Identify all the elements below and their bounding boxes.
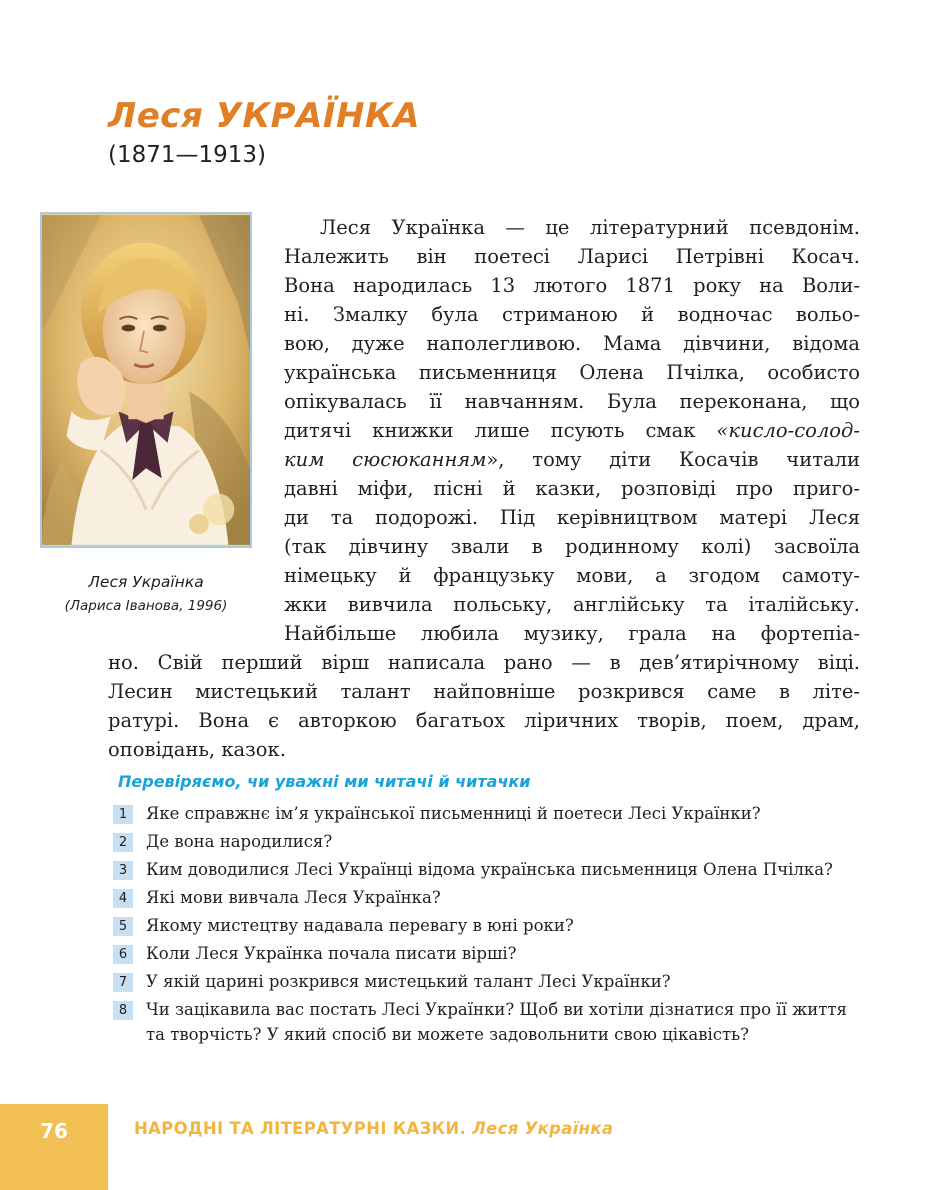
quote-italic: «кисло-солод- [716,419,860,442]
question-text: Які мови вивчала Леся Українка? [146,888,441,907]
questions-list [113,801,863,1050]
text-line: оповідань, казок. [108,738,286,761]
page-number-block [0,1104,108,1190]
question-text: Ким доводилися Лесі Українці відома українська письменниця Олена Пчілка? [146,860,833,879]
running-header [134,1119,613,1138]
question-number: 4 [113,889,133,908]
list-item [113,941,863,966]
section-title: НАРОДНІ ТА ЛІТЕРАТУРНІ КАЗКИ. [134,1119,467,1138]
list-item [113,857,863,882]
text-line: вою, дуже наполегливою. Мама дівчини, відома [284,332,860,355]
question-text: Де вона народилися? [146,832,333,851]
text-line: Вона народилась 13 лютого 1871 року на Воли- [284,274,860,297]
question-text: Якому мистецтву надавала перевагу в юні роки? [146,916,574,935]
text-segment: дитячі книжки лише псують смак [284,419,717,442]
question-number: 3 [113,861,133,880]
list-item [113,885,863,910]
text-line: но. Свій перший вірш написала рано — в дев’ятирічному віці. [108,651,860,674]
text-line: Лесин мистецький талант найповніше розкрився саме в літе- [108,680,860,703]
question-text: Чи зацікавила вас постать Лесі Українки? Щоб ви хотіли дізнатися про її життя та творчість? У який спосіб ви можете задовольнити свою цікавість? [146,1000,847,1044]
page-number: 76 [40,1119,68,1143]
question-number: 7 [113,973,133,992]
text-line: Леся Українка — це літературний псевдонім. [320,216,860,239]
life-years: (1871—1913) [108,142,267,168]
section-author: Леся Українка [472,1119,614,1138]
question-number: 6 [113,945,133,964]
text-line: Належить він поетесі Ларисі Петрівні Косач. [284,245,860,268]
caption-title: Леся Українка [88,573,204,591]
question-text: Яке справжнє ім’я української письменниці й поетеси Лесі Українки? [146,804,761,823]
list-item [113,913,863,938]
questions-heading: Перевіряємо, чи уважні ми читачі й читачки [118,772,531,791]
text-line [108,445,860,474]
text-line: (так дівчину звали в родинному колі) засвоїла [284,535,860,558]
question-number: 2 [113,833,133,852]
text-line: ди та подорожі. Під керівництвом матері Леся [284,506,860,529]
question-text: Коли Леся Українка почала писати вірші? [146,944,517,963]
text-line: німецьку й французьку мови, а згодом самоту- [284,564,860,587]
text-line: опікувалась її навчанням. Була переконана, що [284,390,860,413]
text-segment: », тому діти Косачів читали [486,448,860,471]
list-item [113,969,863,994]
list-item [113,997,863,1047]
page-title: Леся УКРАЇНКА [108,96,421,136]
list-item [113,829,863,854]
text-line: ні. Змалку була стриманою й водночас вольо- [284,303,860,326]
question-number: 5 [113,917,133,936]
list-item [113,801,863,826]
question-number: 8 [113,1001,133,1020]
text-line: давні міфи, пісні й казки, розповіді про приго- [284,477,860,500]
text-line [108,416,860,445]
text-line: ратурі. Вона є авторкою багатьох ліричних творів, поем, драм, [108,709,860,732]
text-line: жки вивчила польську, англійську та італійську. [284,593,860,616]
question-number: 1 [113,805,133,824]
question-text: У якій царині розкрився мистецький талант Лесі Українки? [146,972,671,991]
caption-credit: (Лариса Іванова, 1996) [64,598,228,614]
text-line: Найбільше любила музику, грала на фортепіа- [284,622,860,645]
biography-text [108,213,860,764]
quote-italic-cont: ким сюсюканням [284,448,487,471]
text-line: українська письменниця Олена Пчілка, особисто [284,361,860,384]
